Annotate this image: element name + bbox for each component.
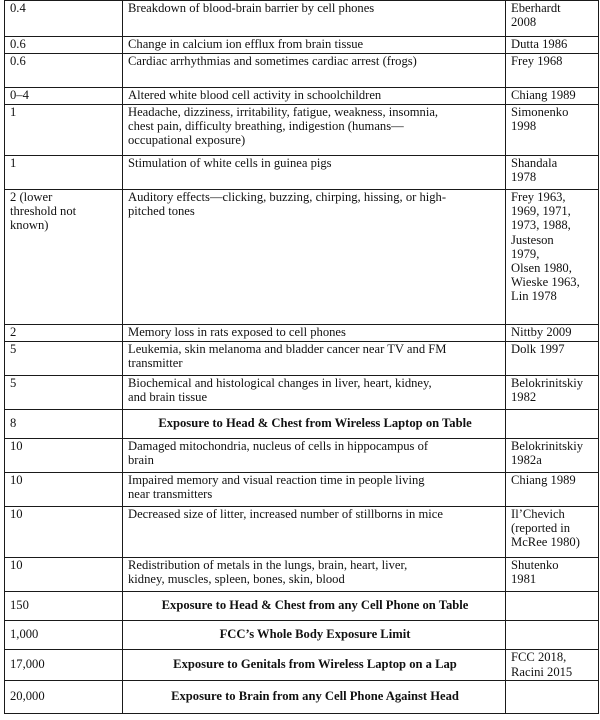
exposure-level-cell bbox=[5, 342, 123, 376]
reference-cell bbox=[506, 376, 599, 410]
effect-text: Breakdown of blood-brain barrier by cell phones bbox=[128, 1, 375, 15]
level-text: 5 bbox=[10, 376, 17, 390]
effect-description-cell bbox=[123, 558, 506, 592]
source-text-line: Dolk 1997 bbox=[511, 342, 565, 356]
effect-text: FCC’s Whole Body Exposure Limit bbox=[219, 627, 411, 642]
exposure-level-cell bbox=[5, 88, 123, 105]
source-text-line: 1979, bbox=[511, 246, 540, 261]
effect-text-line: Leukemia, skin melanoma and bladder cancer near TV and FM bbox=[128, 342, 447, 356]
level-text: 1 bbox=[10, 156, 17, 170]
reference-cell bbox=[506, 325, 599, 342]
source-text-line: Nittby 2009 bbox=[511, 325, 572, 339]
effect-text-line: Impaired memory and visual reaction time in people living bbox=[128, 473, 425, 487]
reference-cell bbox=[506, 1, 599, 37]
source-text-line: 1998 bbox=[511, 119, 537, 134]
source-text-line: (reported in bbox=[511, 521, 571, 536]
level-text: 150 bbox=[10, 598, 29, 613]
reference-cell bbox=[506, 410, 599, 439]
source-text-line: Frey 1968 bbox=[511, 54, 563, 68]
table-row bbox=[5, 190, 599, 325]
level-text: 10 bbox=[10, 439, 23, 453]
reference-cell bbox=[506, 342, 599, 376]
effect-text-line: near transmitters bbox=[128, 487, 213, 502]
exposure-level-cell bbox=[5, 54, 123, 88]
level-text: 1,000 bbox=[10, 627, 39, 642]
reference-cell bbox=[506, 88, 599, 105]
level-text: 10 bbox=[10, 558, 23, 572]
exposure-level-cell bbox=[5, 650, 123, 681]
source-text-line: Chiang 1989 bbox=[511, 473, 576, 487]
exposure-level-cell bbox=[5, 439, 123, 473]
reference-cell bbox=[506, 105, 599, 156]
source-text-line: 1969, 1971, bbox=[511, 204, 571, 219]
table-row-highlight bbox=[5, 410, 599, 439]
level-text: 10 bbox=[10, 507, 23, 521]
exposure-level-cell bbox=[5, 190, 123, 325]
source-text-line: 2008 bbox=[511, 15, 537, 30]
effect-text-line: Redistribution of metals in the lungs, brain, heart, liver, bbox=[128, 558, 408, 572]
level-text: 0.4 bbox=[10, 1, 26, 15]
exposure-level-cell bbox=[5, 37, 123, 54]
effect-description-cell bbox=[123, 376, 506, 410]
effect-text: Memory loss in rats exposed to cell phones bbox=[128, 325, 346, 339]
effect-text-line: Damaged mitochondria, nucleus of cells in hippocampus of bbox=[128, 439, 429, 453]
reference-cell bbox=[506, 650, 599, 681]
exposure-effects-table bbox=[4, 0, 599, 714]
reference-cell bbox=[506, 439, 599, 473]
table-row bbox=[5, 37, 599, 54]
effect-text-line: kidney, muscles, spleen, bones, skin, blood bbox=[128, 572, 345, 587]
exposure-level-cell bbox=[5, 410, 123, 439]
level-text: 10 bbox=[10, 473, 23, 487]
reference-cell bbox=[506, 592, 599, 621]
effect-text: Stimulation of white cells in guinea pigs bbox=[128, 156, 332, 170]
effect-text-line: chest pain, difficulty breathing, indigestion (humans— bbox=[128, 119, 404, 134]
effect-description-cell bbox=[123, 105, 506, 156]
source-text-line: Dutta 1986 bbox=[511, 37, 568, 51]
exposure-level-cell bbox=[5, 592, 123, 621]
effect-text-line: occupational exposure) bbox=[128, 133, 246, 148]
effect-text: Decreased size of litter, increased number of stillborns in mice bbox=[128, 507, 443, 521]
table-row bbox=[5, 156, 599, 190]
table-row bbox=[5, 105, 599, 156]
table-row bbox=[5, 507, 599, 558]
reference-cell bbox=[506, 621, 599, 650]
source-text-line: 1982 bbox=[511, 390, 537, 405]
source-text-line: Shutenko bbox=[511, 558, 559, 572]
effect-description-cell bbox=[123, 156, 506, 190]
effect-description-cell bbox=[123, 650, 506, 681]
exposure-level-cell bbox=[5, 1, 123, 37]
source-text-line: 1982a bbox=[511, 453, 542, 468]
table-row-highlight bbox=[5, 650, 599, 681]
level-text: 17,000 bbox=[10, 657, 45, 672]
table-row bbox=[5, 325, 599, 342]
source-text-line: Frey 1963, bbox=[511, 190, 566, 204]
exposure-level-cell bbox=[5, 507, 123, 558]
effect-description-cell bbox=[123, 325, 506, 342]
reference-cell bbox=[506, 473, 599, 507]
effect-text: Cardiac arrhythmias and sometimes cardiac arrest (frogs) bbox=[128, 54, 417, 68]
exposure-level-cell bbox=[5, 621, 123, 650]
effect-text-line: brain bbox=[128, 453, 154, 468]
table-row bbox=[5, 1, 599, 37]
exposure-level-cell bbox=[5, 105, 123, 156]
table-row bbox=[5, 342, 599, 376]
level-text: 1 bbox=[10, 105, 17, 119]
effect-text-line: Biochemical and histological changes in liver, heart, kidney, bbox=[128, 376, 432, 390]
effect-text-line: Auditory effects—clicking, buzzing, chirping, hissing, or high- bbox=[128, 190, 447, 204]
table-row bbox=[5, 88, 599, 105]
level-text: 0.6 bbox=[10, 54, 26, 68]
exposure-level-cell bbox=[5, 681, 123, 714]
source-text-line: Justeson bbox=[511, 232, 554, 247]
table-body bbox=[5, 1, 599, 714]
source-text-line: Wieske 1963, bbox=[511, 275, 580, 290]
source-text-line: Eberhardt bbox=[511, 1, 561, 15]
exposure-level-cell bbox=[5, 325, 123, 342]
effect-description-cell bbox=[123, 54, 506, 88]
effect-description-cell bbox=[123, 439, 506, 473]
effect-description-cell bbox=[123, 37, 506, 54]
effect-description-cell bbox=[123, 473, 506, 507]
effect-text-line: transmitter bbox=[128, 356, 183, 371]
effect-description-cell bbox=[123, 342, 506, 376]
effect-text-line: Headache, dizziness, irritability, fatigue, weakness, insomnia, bbox=[128, 105, 439, 119]
level-text-line: threshold not bbox=[10, 204, 77, 219]
source-text-line: Belokrinitskiy bbox=[511, 376, 584, 390]
effect-text: Altered white blood cell activity in schoolchildren bbox=[128, 88, 382, 102]
exposure-level-cell bbox=[5, 558, 123, 592]
source-text-line: Olsen 1980, bbox=[511, 261, 572, 276]
source-text-line: 1978 bbox=[511, 170, 537, 185]
effect-text: Change in calcium ion efflux from brain tissue bbox=[128, 37, 364, 51]
effect-text-line: and brain tissue bbox=[128, 390, 208, 405]
effect-description-cell bbox=[123, 1, 506, 37]
reference-cell bbox=[506, 156, 599, 190]
reference-cell bbox=[506, 507, 599, 558]
effect-description-cell bbox=[123, 621, 506, 650]
table-row-highlight bbox=[5, 681, 599, 714]
exposure-table-document bbox=[4, 0, 598, 714]
effect-description-cell bbox=[123, 88, 506, 105]
effect-description-cell bbox=[123, 190, 506, 325]
level-text: 20,000 bbox=[10, 689, 45, 704]
source-text-line: Shandala bbox=[511, 156, 558, 170]
exposure-level-cell bbox=[5, 156, 123, 190]
reference-cell bbox=[506, 54, 599, 88]
source-text-line: Simonenko bbox=[511, 105, 569, 119]
source-text-line: Il’Chevich bbox=[511, 507, 565, 521]
effect-description-cell bbox=[123, 507, 506, 558]
effect-text-line: pitched tones bbox=[128, 204, 195, 219]
table-row bbox=[5, 558, 599, 592]
level-text: 5 bbox=[10, 342, 17, 356]
effect-text: Exposure to Brain from any Cell Phone Against Head bbox=[171, 689, 459, 704]
source-text-line: McRee 1980) bbox=[511, 535, 580, 550]
source-text-line: Belokrinitskiy bbox=[511, 439, 584, 453]
reference-cell bbox=[506, 37, 599, 54]
source-text-line: Racini 2015 bbox=[511, 664, 573, 679]
level-text-line: known) bbox=[10, 218, 49, 233]
level-text: 2 bbox=[10, 325, 17, 339]
reference-cell bbox=[506, 190, 599, 325]
exposure-level-cell bbox=[5, 473, 123, 507]
table-row bbox=[5, 54, 599, 88]
reference-cell bbox=[506, 681, 599, 714]
level-text-line: 2 (lower bbox=[10, 190, 53, 204]
table-row-highlight bbox=[5, 592, 599, 621]
effect-description-cell bbox=[123, 681, 506, 714]
level-text: 8 bbox=[10, 416, 17, 431]
effect-text: Exposure to Genitals from Wireless Laptop on a Lap bbox=[173, 657, 457, 672]
source-text-line: FCC 2018, bbox=[511, 650, 567, 665]
reference-cell bbox=[506, 558, 599, 592]
level-text: 0.6 bbox=[10, 37, 26, 51]
level-text: 0–4 bbox=[10, 88, 29, 102]
source-text-line: Chiang 1989 bbox=[511, 88, 576, 102]
effect-description-cell bbox=[123, 410, 506, 439]
table-row bbox=[5, 376, 599, 410]
effect-text: Exposure to Head & Chest from any Cell Phone on Table bbox=[161, 598, 469, 613]
exposure-level-cell bbox=[5, 376, 123, 410]
table-row bbox=[5, 439, 599, 473]
effect-description-cell bbox=[123, 592, 506, 621]
table-row-highlight bbox=[5, 621, 599, 650]
source-text-line: 1973, 1988, bbox=[511, 218, 571, 233]
table-row bbox=[5, 473, 599, 507]
source-text-line: 1981 bbox=[511, 572, 537, 587]
source-text-line: Lin 1978 bbox=[511, 289, 557, 304]
effect-text: Exposure to Head & Chest from Wireless Laptop on Table bbox=[158, 416, 472, 431]
